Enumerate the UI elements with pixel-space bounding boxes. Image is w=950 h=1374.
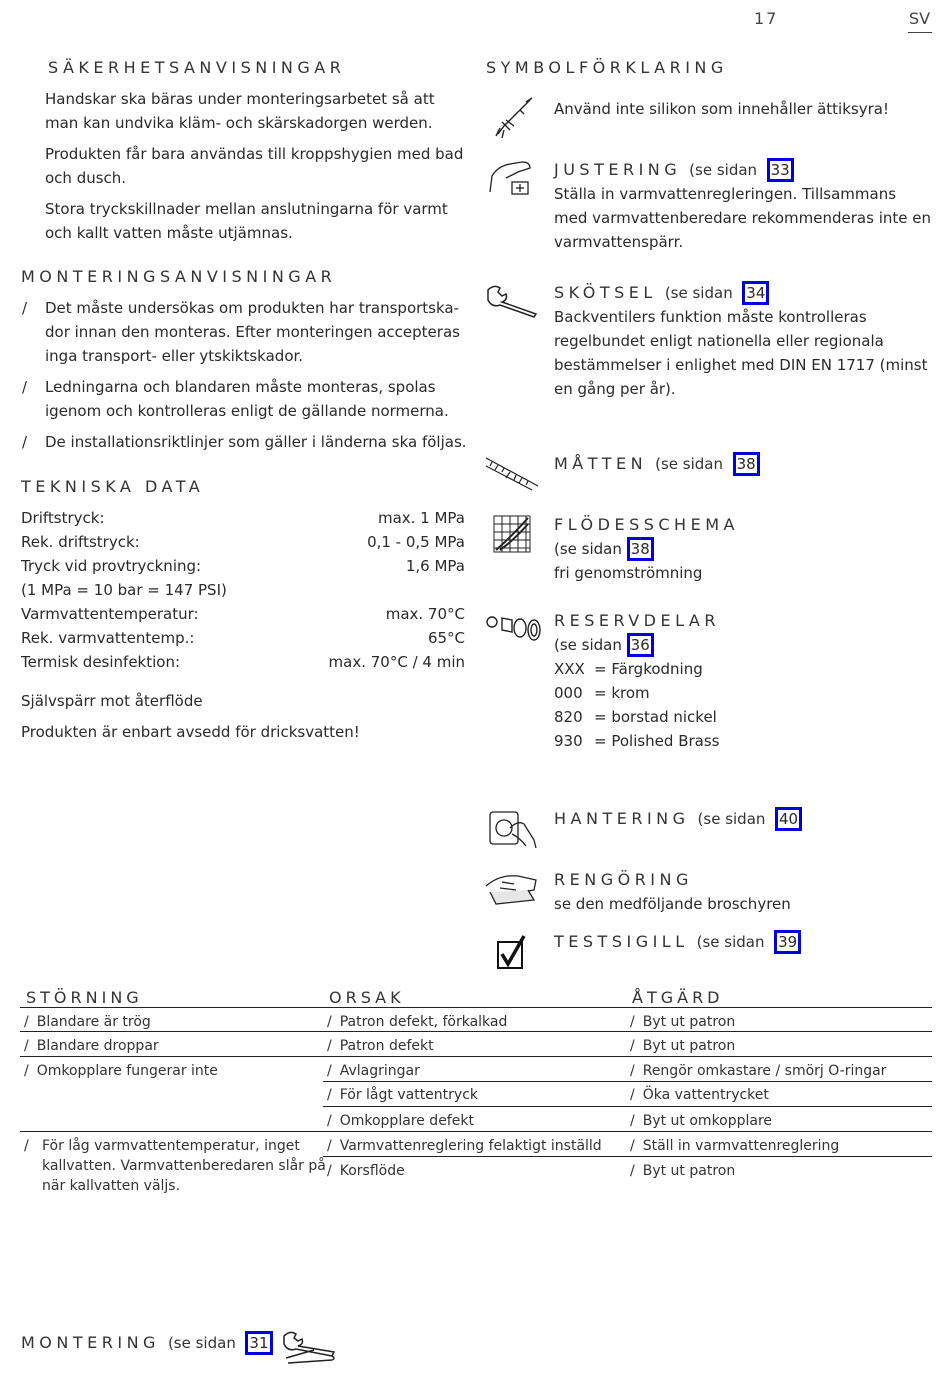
- spares-see-line: [554, 633, 654, 657]
- mounting-bullet-2: / Ledningarna och blandaren måste monteras, spolas igenom och kontrolleras enligt de gällande normerna.: [22, 378, 449, 420]
- tech-row: Driftstryck: max. 1 MPa: [21, 509, 465, 527]
- spares-title: RESERVDELAR: [554, 611, 720, 630]
- handling-see-page: (se sidan: [697, 810, 766, 828]
- ruler-icon: [484, 452, 540, 492]
- tech-note-drinking-water: Produkten är enbart avsedd för dricksvatten!: [21, 723, 360, 741]
- table-row-action: / Rengör omkastare / smörj O-ringar: [630, 1063, 887, 1079]
- table-row-action: / Byt ut patron: [630, 1014, 736, 1030]
- safety-paragraph-3: Stora tryckskillnader mellan anslutningarna för varmt och kallt vatten måste utjämnas.: [45, 200, 448, 242]
- dims-title-line: [554, 452, 760, 476]
- table-row-cause: / Patron defekt: [327, 1038, 434, 1054]
- mounting-bullet-1: / Det måste undersökas om produkten har transportska-dor innan den monteras. Efter monteringen accepteras inga transport- eller ytskiktskador.: [22, 299, 460, 365]
- tech-row: Varmvattentemperatur: max. 70°C: [21, 605, 465, 623]
- silicone-gun-icon: [490, 96, 534, 140]
- footer-page-link[interactable]: 31: [245, 1331, 272, 1355]
- fault-header-storning: STÖRNING: [26, 988, 143, 1007]
- tech-heading: TEKNISKA DATA: [21, 477, 205, 496]
- table-divider: [323, 1081, 932, 1082]
- handling-title: HANTERING: [554, 809, 690, 828]
- care-title: SKÖTSEL: [554, 283, 657, 302]
- tech-row: Tryck vid provtryckning: 1,6 MPa: [21, 557, 465, 575]
- wrench-icon: [484, 284, 542, 318]
- dims-page-link[interactable]: 38: [733, 452, 760, 476]
- table-row-cause: / Patron defekt, förkalkad: [327, 1014, 508, 1030]
- tech-row: Rek. varmvattentemp.: 65°C: [21, 629, 465, 647]
- footer-title-line: [21, 1331, 273, 1355]
- flow-see-page: (se sidan: [554, 540, 622, 558]
- spares-code-row: XXX = Färgkodning: [554, 660, 703, 678]
- table-row-cause: / För lågt vattentryck: [327, 1087, 479, 1103]
- flow-text: fri genomströmning: [554, 564, 703, 582]
- adjust-title-line: [554, 158, 794, 182]
- spares-code-row: 820 = borstad nickel: [554, 708, 717, 726]
- fault-header-orsak: ORSAK: [329, 988, 405, 1007]
- safety-paragraph-2: Produkten får bara användas till kroppshygien med bad och dusch.: [45, 145, 464, 187]
- table-row-action: / Byt ut patron: [630, 1038, 736, 1054]
- spare-parts-icon: [484, 610, 544, 646]
- table-row-cause: / Avlagringar: [327, 1063, 420, 1079]
- handling-title-line: [554, 807, 802, 831]
- cleaning-title: RENGÖRING: [554, 870, 693, 889]
- mounting-notes-heading: MONTERINGSANVISNINGAR: [21, 267, 337, 286]
- table-divider: [323, 1156, 932, 1157]
- testseal-title-line: [554, 930, 801, 954]
- handling-hand-icon: [488, 806, 538, 848]
- adjust-title: JUSTERING: [554, 160, 682, 179]
- tech-note-backflow: Självspärr mot återflöde: [21, 692, 203, 710]
- flow-title: FLÖDESSCHEMA: [554, 515, 739, 534]
- table-row-action: / Öka vattentrycket: [630, 1087, 769, 1103]
- dims-title: MÅTTEN: [554, 454, 648, 473]
- table-divider: [20, 1131, 932, 1132]
- care-see-page: (se sidan: [664, 284, 733, 302]
- table-divider: [20, 1056, 932, 1057]
- adjust-text: Ställa in varmvattenregleringen. Tillsammans med varmvattenberedare rekommenderas inte en varmvattenspärr.: [554, 185, 931, 251]
- adjust-page-link[interactable]: 33: [767, 158, 794, 182]
- tech-row: (1 MPa = 10 bar = 147 PSI): [21, 581, 227, 599]
- care-text: Backventilers funktion måste kontrolleras regelbundet enligt nationella eller regionala bestämmelser i enlighet med DIN EN 1717 (minst en gång per år).: [554, 308, 928, 398]
- fault-header-atgard: ÅTGÄRD: [632, 988, 724, 1007]
- tech-row: Termisk desinfektion: max. 70°C / 4 min: [21, 653, 465, 671]
- mounting-bullet-3: / De installationsriktlinjer som gäller i länderna ska följas.: [22, 433, 467, 451]
- adjust-hand-icon: [488, 158, 534, 198]
- table-row-fault: / Blandare droppar: [24, 1038, 159, 1054]
- table-row-action: / Byt ut patron: [630, 1163, 736, 1179]
- tools-icon: [280, 1330, 338, 1366]
- tech-row: Rek. driftstryck: 0,1 - 0,5 MPa: [21, 533, 465, 551]
- table-row-fault: / Omkopplare fungerar inte: [24, 1063, 218, 1079]
- care-title-line: [554, 281, 769, 305]
- symbols-heading: SYMBOLFÖRKLARING: [486, 58, 728, 77]
- table-divider: [323, 1106, 932, 1107]
- checkbox-check-icon: [496, 934, 528, 970]
- adjust-see-page: (se sidan: [689, 161, 758, 179]
- language-code: SV: [909, 9, 931, 28]
- safety-paragraph-1: Handskar ska bäras under monteringsarbetet så att man kan undvika kläm- och skärskadorgen werden.: [45, 90, 435, 132]
- cleaning-text: se den medföljande broschyren: [554, 895, 791, 913]
- spares-page-link[interactable]: 36: [627, 633, 654, 657]
- table-row-action: / Ställ in varmvattenreglering: [630, 1138, 840, 1154]
- flow-chart-icon: [492, 514, 532, 554]
- table-row-cause: / Korsflöde: [327, 1163, 405, 1179]
- spares-code-row: 930 = Polished Brass: [554, 732, 720, 750]
- safety-heading: SÄKERHETSANVISNINGAR: [48, 58, 346, 77]
- spares-code-row: 000 = krom: [554, 684, 650, 702]
- silicone-warning: Använd inte silikon som innehåller ättiksyra!: [554, 100, 889, 118]
- handling-page-link[interactable]: 40: [775, 807, 802, 831]
- cleaning-hand-icon: [484, 868, 540, 908]
- table-row-action: / Byt ut omkopplare: [630, 1113, 773, 1129]
- dims-see-page: (se sidan: [655, 455, 723, 473]
- testseal-title: TESTSIGILL: [554, 932, 689, 951]
- spares-see-page: (se sidan: [554, 636, 622, 654]
- footer-title: MONTERING: [21, 1333, 160, 1352]
- testseal-see-page: (se sidan: [696, 933, 765, 951]
- table-row-cause: / Varmvattenreglering felaktigt inställd: [327, 1138, 602, 1154]
- flow-see-line: [554, 537, 654, 561]
- table-row-fault: / Blandare är trög: [24, 1014, 151, 1030]
- table-divider: [20, 1031, 932, 1032]
- table-row-cause: / Omkopplare defekt: [327, 1113, 474, 1129]
- footer-see-page: (se sidan: [167, 1334, 236, 1352]
- flow-page-link[interactable]: 38: [627, 537, 654, 561]
- page-number: 17: [754, 9, 779, 28]
- language-underline: [908, 32, 932, 33]
- table-divider: [20, 1007, 932, 1008]
- testseal-page-link[interactable]: 39: [774, 930, 801, 954]
- care-page-link[interactable]: 34: [742, 281, 769, 305]
- table-row-fault: / För låg varmvattentemperatur, inget kallvatten. Varmvattenberedaren slår på när kallvatten väljs.: [24, 1138, 326, 1194]
